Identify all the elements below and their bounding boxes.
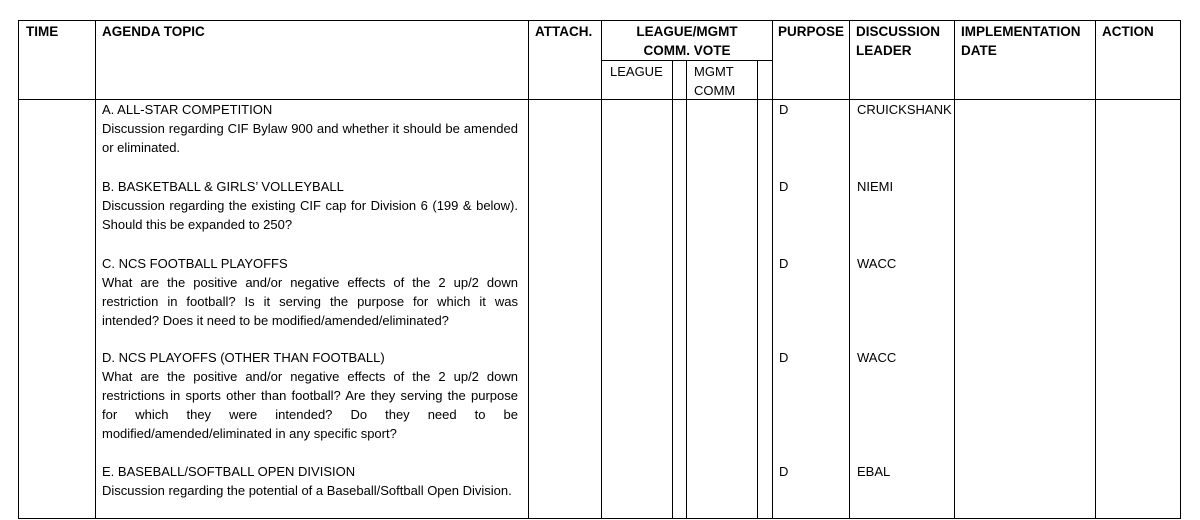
item-a-purpose: D [779,102,789,117]
table-bottom-border [18,518,1180,519]
header-vote-line1: LEAGUE/MGMT [636,24,738,39]
item-b-purpose: D [779,179,789,194]
table-top-border [18,20,1180,21]
col-border-time [95,20,96,519]
header-discussion-line2: LEADER [856,43,912,58]
header-impl-line1: IMPLEMENTATION [961,24,1081,39]
header-discussion-line1: DISCUSSION [856,24,941,39]
header-vote-line2: COMM. VOTE [643,43,731,58]
item-d-leader: WACC [857,350,897,365]
agenda-item-description: What are the positive and/or negative effects of the 2 up/2 down restrictions in sports other than football? Are they serving the purpose for which they were intended? Do they need to be modified/amended/eliminated in any specific sport? [102,369,518,441]
agenda-item-description: What are the positive and/or negative effects of the 2 up/2 down restriction in football? Is it serving the purpose for which it was intended? Does it need to be modified/amended/eliminated? [102,275,518,328]
col-border-league-b [686,60,687,519]
header-mgmt-comm [694,62,735,100]
item-c-purpose: D [779,256,789,271]
col-border-left [18,20,19,519]
header-vote [601,22,773,60]
header-action: ACTION [1102,24,1154,39]
agenda-item-title: D. NCS PLAYOFFS (OTHER THAN FOOTBALL) [102,350,385,365]
item-b-leader: NIEMI [857,179,894,194]
agenda-item-a [102,100,518,157]
col-border-agenda [528,20,529,519]
header-discussion-leader [856,22,940,60]
header-purpose: PURPOSE [778,24,845,39]
header-impl-line2: DATE [961,43,997,58]
col-border-impl [1095,20,1096,519]
header-mgmt-line1: MGMT [694,64,734,79]
vote-subheader-border [601,60,773,61]
agenda-item-title: A. ALL-STAR COMPETITION [102,102,273,117]
header-attach: ATTACH. [535,24,593,39]
agenda-item-title: C. NCS FOOTBALL PLAYOFFS [102,256,288,271]
agenda-item-description: Discussion regarding CIF Bylaw 900 and whether it should be amended or eliminated. [102,121,518,155]
item-e-purpose: D [779,464,789,479]
item-c-leader: WACC [857,256,897,271]
agenda-item-d [102,348,518,443]
agenda-item-title: B. BASKETBALL & GIRLS’ VOLLEYBALL [102,179,344,194]
agenda-item-e [102,462,518,500]
col-border-mgmt-b [772,20,773,519]
agenda-item-b [102,177,518,234]
item-d-purpose: D [779,350,789,365]
header-league: LEAGUE [610,64,663,79]
agenda-item-c [102,254,518,330]
header-implementation-date [961,22,1081,60]
col-border-purpose [849,20,850,519]
agenda-item-description: Discussion regarding the existing CIF cap for Division 6 (199 & below). Should this be expanded to 250? [102,198,518,232]
item-e-leader: EBAL [857,464,891,479]
header-agenda-topic: AGENDA TOPIC [102,24,205,39]
agenda-item-title: E. BASEBALL/SOFTBALL OPEN DIVISION [102,464,356,479]
agenda-item-description: Discussion regarding the potential of a Baseball/Softball Open Division. [102,483,512,498]
item-a-leader: CRUICKSHANK [857,102,952,117]
col-border-attach [601,20,602,519]
header-time: TIME [26,24,59,39]
col-border-league-a [672,60,673,519]
header-mgmt-line2: COMM [694,83,736,98]
col-border-mgmt-a [757,60,758,519]
col-border-right [1180,20,1181,519]
col-border-leader [954,20,955,519]
